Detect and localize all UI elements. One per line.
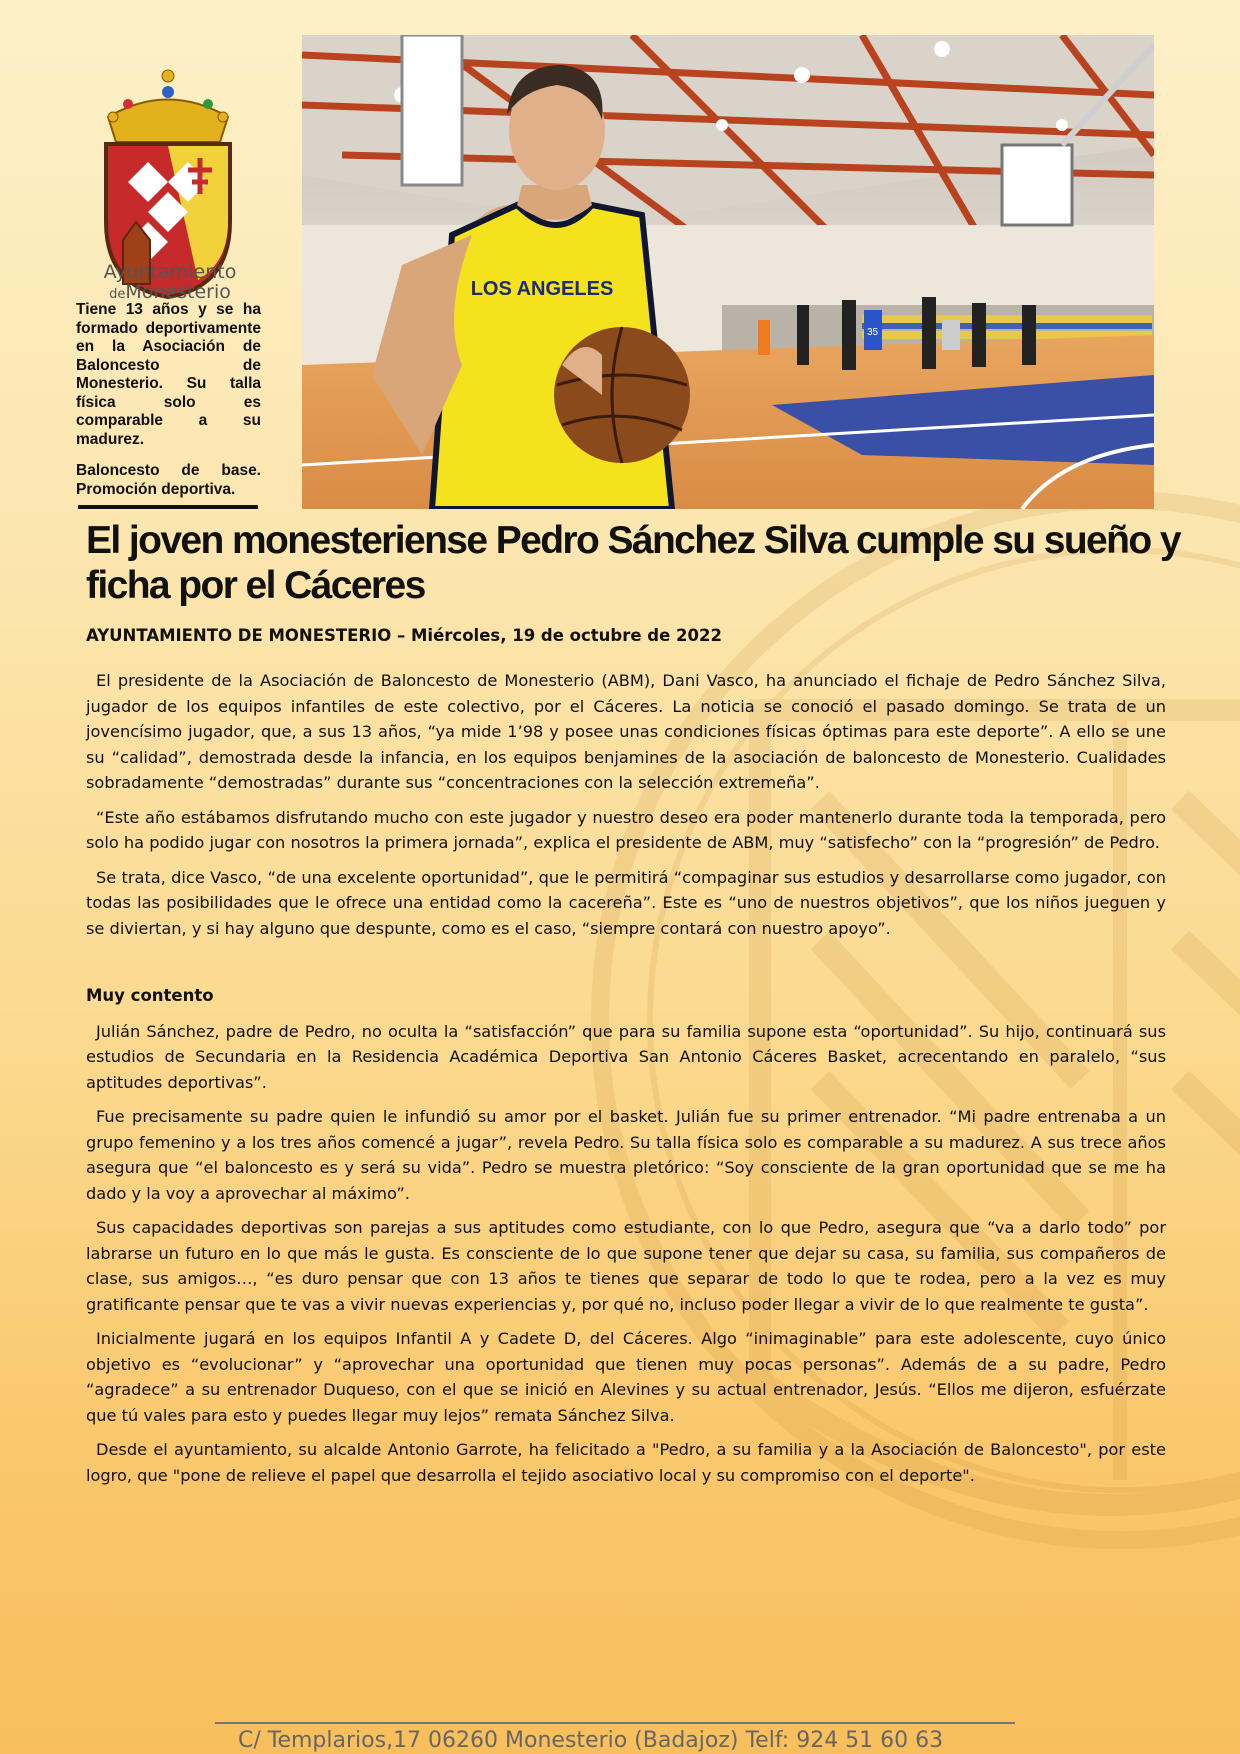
opponent-jersey-number: 35	[867, 327, 879, 338]
body-paragraph: “Este año estábamos disfrutando mucho con este jugador y nuestro deseo era poder mantenerlo durante toda la temporada, pero solo ha podido jugar con nosotros la primera jornada”, explica el presidente de ABM, muy “satisfecho” con la “progresión” de Pedro.	[86, 807, 1166, 852]
body-paragraph: El presidente de la Asociación de Baloncesto de Monesterio (ABM), Dani Vasco, ha anunciado el fichaje de Pedro Sánchez Silva, jugador de los equipos infantiles de este colectivo, por el Cáceres. La noticia se conoció el pasado domingo. Se trata de un jovencísimo jugador, que, a sus 13 años, “ya mide 1’98 y posee unas condiciones físicas óptimas para este deporte”. A ello se une su “calidad”, demostrada desde la infancia, en los equipos benjamines de la asociación de baloncesto de Monesterio. Cualidades sobradamente “demostradas” durante sus “concentraciones con la selección extremeña”.	[86, 671, 1166, 792]
jersey-text: LOS ANGELES	[470, 278, 614, 300]
sidebar-rule	[78, 505, 258, 509]
body-paragraph: Fue precisamente su padre quien le infundió su amor por el basket. Julián fue su primer entrenador. “Mi padre entrenaba a un grupo femenino y a los tres años comencé a jugar”, revela Pedro. Su talla física solo es comparable a su madurez. A sus trece años asegura que “el baloncesto es y será su vida”. Pedro se muestra pletórico: “Soy consciente de la gran oportunidad que se me ha dado y la voy a aprovechar al máximo”.	[86, 1107, 1166, 1203]
logo-name-de: de	[109, 287, 126, 302]
sidebar-paragraph: Tiene 13 años y se ha formado deportivamente en la Asociación de Baloncesto de Monesterio. Su talla física solo es comparable a su madurez.	[76, 301, 261, 448]
footer-rule	[215, 1722, 1015, 1724]
logo-name-line1: Ayuntamiento	[103, 261, 237, 283]
body-paragraph: Desde el ayuntamiento, su alcalde Antonio Garrote, ha felicitado a "Pedro, a su familia y a la Asociación de Baloncesto", por este logro, que "pone de relieve el papel que desarrolla el tejido asociativo local y su compromiso con el deporte".	[86, 1440, 1166, 1485]
body-paragraph: Se trata, dice Vasco, “de una excelente oportunidad”, que le permitirá “compaginar sus estudios y desarrollarse como jugador, con todas las posibilidades que le ofrece una entidad como la cacereña”. Este es “uno de nuestros objetivos”, que los niños jueguen y se diviertan, y si hay alguno que despunte, como es el caso, “siempre contará con nuestro apoyo”.	[86, 867, 1166, 938]
body-paragraph: Julián Sánchez, padre de Pedro, no oculta la “satisfacción” que para su familia supone esta “oportunidad”. Su hijo, continuará sus estudios de Secundaria en la Residencia Académica Deportiva San Antonio Cáceres Basket, acrecentando en paralelo, “sus aptitudes deportivas”.	[86, 1021, 1166, 1092]
article-subheading: Muy contento	[86, 986, 214, 1005]
footer-address: C/ Templarios,17 06260 Monesterio (Badajoz) Telf: 924 51 60 63	[238, 1728, 944, 1753]
body-paragraph: Inicialmente jugará en los equipos Infantil A y Cadete D, del Cáceres. Algo “inimaginable” para este adolescente, cuyo único objetivo es “evolucionar” y “aprovechar una oportunidad que tienen muy pocas personas”. Además de a su padre, Pedro “agradece” a su entrenador Duqueso, con el que se inició en Alevines y su actual entrenador, Jesús. “Ellos me dijeron, esfuérzate que tú vales para esto y puedes llegar muy lejos” remata Sánchez Silva.	[86, 1329, 1166, 1425]
article-body	[86, 668, 1166, 1497]
article-photo	[302, 35, 1154, 509]
sidebar-paragraph: Baloncesto de base. Promoción deportiva.	[76, 462, 261, 498]
article-byline: AYUNTAMIENTO DE MONESTERIO – Miércoles, 19 de octubre de 2022	[86, 626, 722, 645]
logo-wordmark	[60, 262, 280, 305]
logo-name-line2: Monesterio	[125, 281, 231, 303]
article-title: El joven monesteriense Pedro Sánchez Silva cumple su sueño y ficha por el Cáceres	[86, 519, 1180, 607]
body-paragraph: Sus capacidades deportivas son parejas a sus aptitudes como estudiante, con lo que Pedro, asegura que “va a darlo todo” por labrarse un futuro en lo que más le gusta. Es consciente de lo que supone tener que dejar su casa, su familia, sus compañeros de clase, sus amigos…, “es duro pensar que con 13 años te tienes que separar de todo lo que te rodea, pero a la vez es muy gratificante pensar que te vas a vivir nuevas experiencias y, por qué no, incluso poder llegar a vivir de lo que realmente te gusta”.	[86, 1218, 1166, 1314]
sidebar-summary	[76, 301, 261, 512]
